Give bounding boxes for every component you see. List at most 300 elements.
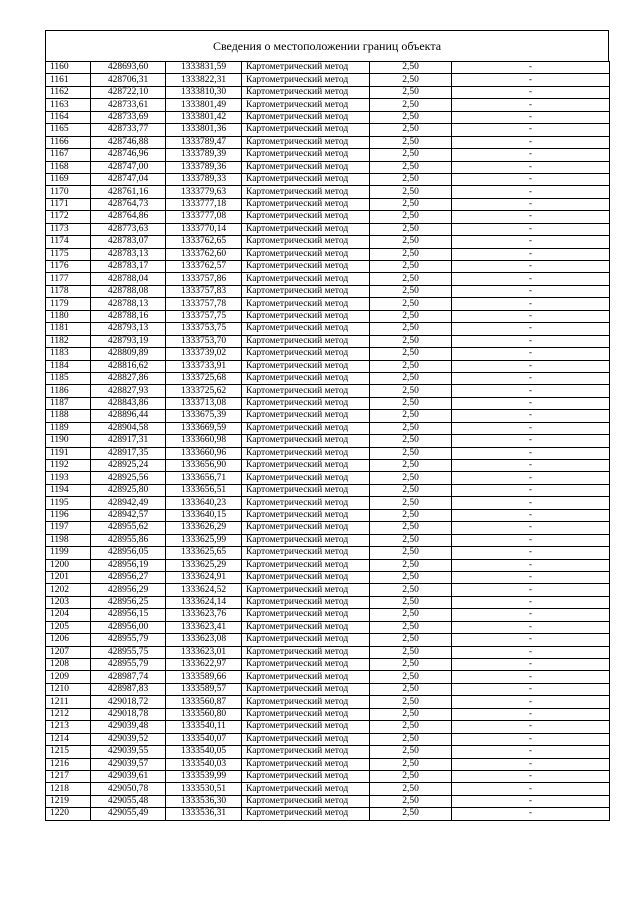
x-coordinate-cell: 428904,58 (91, 422, 166, 434)
table-row (46, 547, 610, 559)
method-cell: Картометрический метод (242, 136, 370, 148)
description-cell: - (452, 62, 610, 74)
method-cell: Картометрический метод (242, 124, 370, 136)
table-row (46, 758, 610, 770)
y-coordinate-cell: 1333801,36 (166, 124, 242, 136)
method-cell: Картометрический метод (242, 472, 370, 484)
x-coordinate-cell: 428733,69 (91, 111, 166, 123)
method-cell: Картометрический метод (242, 621, 370, 633)
description-cell: - (452, 447, 610, 459)
precision-cell: 2,50 (370, 571, 452, 583)
precision-cell: 2,50 (370, 422, 452, 434)
precision-cell: 2,50 (370, 285, 452, 297)
method-cell: Картометрический метод (242, 435, 370, 447)
table-row (46, 696, 610, 708)
point-number-cell: 1204 (46, 609, 91, 621)
description-cell: - (452, 261, 610, 273)
x-coordinate-cell: 428956,05 (91, 547, 166, 559)
precision-cell: 2,50 (370, 522, 452, 534)
x-coordinate-cell: 428987,74 (91, 671, 166, 683)
method-cell: Картометрический метод (242, 261, 370, 273)
y-coordinate-cell: 1333540,07 (166, 733, 242, 745)
table-row (46, 671, 610, 683)
method-cell: Картометрический метод (242, 634, 370, 646)
point-number-cell: 1162 (46, 86, 91, 98)
table-row (46, 372, 610, 384)
y-coordinate-cell: 1333801,49 (166, 99, 242, 111)
method-cell: Картометрический метод (242, 211, 370, 223)
point-number-cell: 1176 (46, 261, 91, 273)
precision-cell: 2,50 (370, 99, 452, 111)
description-cell: - (452, 310, 610, 322)
description-cell: - (452, 683, 610, 695)
point-number-cell: 1219 (46, 795, 91, 807)
description-cell: - (452, 696, 610, 708)
point-number-cell: 1190 (46, 435, 91, 447)
table-row (46, 111, 610, 123)
y-coordinate-cell: 1333777,08 (166, 211, 242, 223)
table-row (46, 783, 610, 795)
precision-cell: 2,50 (370, 410, 452, 422)
description-cell: - (452, 571, 610, 583)
precision-cell: 2,50 (370, 223, 452, 235)
point-number-cell: 1160 (46, 62, 91, 74)
precision-cell: 2,50 (370, 534, 452, 546)
y-coordinate-cell: 1333536,30 (166, 795, 242, 807)
x-coordinate-cell: 428925,80 (91, 484, 166, 496)
table-row (46, 646, 610, 658)
x-coordinate-cell: 428925,56 (91, 472, 166, 484)
description-cell: - (452, 360, 610, 372)
point-number-cell: 1171 (46, 198, 91, 210)
description-cell: - (452, 472, 610, 484)
point-number-cell: 1173 (46, 223, 91, 235)
description-cell: - (452, 161, 610, 173)
point-number-cell: 1163 (46, 99, 91, 111)
point-number-cell: 1216 (46, 758, 91, 770)
description-cell: - (452, 223, 610, 235)
x-coordinate-cell: 428747,00 (91, 161, 166, 173)
y-coordinate-cell: 1333789,39 (166, 149, 242, 161)
method-cell: Картометрический метод (242, 236, 370, 248)
point-number-cell: 1179 (46, 298, 91, 310)
x-coordinate-cell: 429018,72 (91, 696, 166, 708)
table-row (46, 348, 610, 360)
method-cell: Картометрический метод (242, 460, 370, 472)
x-coordinate-cell: 428733,61 (91, 99, 166, 111)
precision-cell: 2,50 (370, 273, 452, 285)
y-coordinate-cell: 1333530,51 (166, 783, 242, 795)
precision-cell: 2,50 (370, 111, 452, 123)
point-number-cell: 1210 (46, 683, 91, 695)
description-cell: - (452, 634, 610, 646)
precision-cell: 2,50 (370, 173, 452, 185)
point-number-cell: 1185 (46, 372, 91, 384)
table-row (46, 795, 610, 807)
point-number-cell: 1164 (46, 111, 91, 123)
point-number-cell: 1198 (46, 534, 91, 546)
method-cell: Картометрический метод (242, 808, 370, 820)
y-coordinate-cell: 1333536,31 (166, 808, 242, 820)
x-coordinate-cell: 428733,77 (91, 124, 166, 136)
method-cell: Картометрический метод (242, 248, 370, 260)
x-coordinate-cell: 428956,25 (91, 596, 166, 608)
point-number-cell: 1186 (46, 385, 91, 397)
y-coordinate-cell: 1333539,99 (166, 770, 242, 782)
table-row (46, 472, 610, 484)
y-coordinate-cell: 1333626,29 (166, 522, 242, 534)
x-coordinate-cell: 428706,31 (91, 74, 166, 86)
method-cell: Картометрический метод (242, 659, 370, 671)
method-cell: Картометрический метод (242, 534, 370, 546)
table-row (46, 609, 610, 621)
method-cell: Картометрический метод (242, 758, 370, 770)
table-row (46, 385, 610, 397)
y-coordinate-cell: 1333733,91 (166, 360, 242, 372)
table-row (46, 310, 610, 322)
method-cell: Картометрический метод (242, 522, 370, 534)
table-row (46, 509, 610, 521)
method-cell: Картометрический метод (242, 795, 370, 807)
precision-cell: 2,50 (370, 484, 452, 496)
table-row (46, 360, 610, 372)
method-cell: Картометрический метод (242, 223, 370, 235)
method-cell: Картометрический метод (242, 397, 370, 409)
method-cell: Картометрический метод (242, 671, 370, 683)
y-coordinate-cell: 1333656,51 (166, 484, 242, 496)
table-row (46, 99, 610, 111)
table-row (46, 261, 610, 273)
x-coordinate-cell: 428783,17 (91, 261, 166, 273)
x-coordinate-cell: 428925,24 (91, 460, 166, 472)
description-cell: - (452, 149, 610, 161)
table-row (46, 136, 610, 148)
point-number-cell: 1218 (46, 783, 91, 795)
x-coordinate-cell: 428917,31 (91, 435, 166, 447)
point-number-cell: 1217 (46, 770, 91, 782)
table-row (46, 422, 610, 434)
point-number-cell: 1182 (46, 335, 91, 347)
x-coordinate-cell: 429039,57 (91, 758, 166, 770)
precision-cell: 2,50 (370, 472, 452, 484)
y-coordinate-cell: 1333801,42 (166, 111, 242, 123)
y-coordinate-cell: 1333725,62 (166, 385, 242, 397)
method-cell: Картометрический метод (242, 285, 370, 297)
point-number-cell: 1181 (46, 323, 91, 335)
method-cell: Картометрический метод (242, 497, 370, 509)
x-coordinate-cell: 428917,35 (91, 447, 166, 459)
table-row (46, 248, 610, 260)
x-coordinate-cell: 428788,13 (91, 298, 166, 310)
method-cell: Картометрический метод (242, 323, 370, 335)
precision-cell: 2,50 (370, 261, 452, 273)
description-cell: - (452, 621, 610, 633)
y-coordinate-cell: 1333560,80 (166, 708, 242, 720)
method-cell: Картометрический метод (242, 708, 370, 720)
description-cell: - (452, 198, 610, 210)
x-coordinate-cell: 429039,48 (91, 721, 166, 733)
description-cell: - (452, 74, 610, 86)
description-cell: - (452, 422, 610, 434)
y-coordinate-cell: 1333669,59 (166, 422, 242, 434)
x-coordinate-cell: 428793,13 (91, 323, 166, 335)
description-cell: - (452, 211, 610, 223)
method-cell: Картометрический метод (242, 410, 370, 422)
table-row (46, 198, 610, 210)
method-cell: Картометрический метод (242, 683, 370, 695)
method-cell: Картометрический метод (242, 721, 370, 733)
description-cell: - (452, 733, 610, 745)
y-coordinate-cell: 1333625,29 (166, 559, 242, 571)
point-number-cell: 1167 (46, 149, 91, 161)
point-number-cell: 1195 (46, 497, 91, 509)
y-coordinate-cell: 1333589,66 (166, 671, 242, 683)
y-coordinate-cell: 1333540,11 (166, 721, 242, 733)
method-cell: Картометрический метод (242, 559, 370, 571)
table-row (46, 273, 610, 285)
precision-cell: 2,50 (370, 62, 452, 74)
precision-cell: 2,50 (370, 310, 452, 322)
point-number-cell: 1209 (46, 671, 91, 683)
y-coordinate-cell: 1333640,23 (166, 497, 242, 509)
y-coordinate-cell: 1333624,52 (166, 584, 242, 596)
method-cell: Картометрический метод (242, 173, 370, 185)
method-cell: Картометрический метод (242, 161, 370, 173)
description-cell: - (452, 124, 610, 136)
table-row (46, 173, 610, 185)
x-coordinate-cell: 428783,13 (91, 248, 166, 260)
table-row (46, 124, 610, 136)
y-coordinate-cell: 1333675,39 (166, 410, 242, 422)
x-coordinate-cell: 428955,75 (91, 646, 166, 658)
table-row (46, 435, 610, 447)
point-number-cell: 1213 (46, 721, 91, 733)
point-number-cell: 1208 (46, 659, 91, 671)
x-coordinate-cell: 429039,52 (91, 733, 166, 745)
table-row (46, 770, 610, 782)
method-cell: Картометрический метод (242, 310, 370, 322)
y-coordinate-cell: 1333560,87 (166, 696, 242, 708)
precision-cell: 2,50 (370, 211, 452, 223)
table-row (46, 323, 610, 335)
description-cell: - (452, 509, 610, 521)
method-cell: Картометрический метод (242, 646, 370, 658)
table-row (46, 596, 610, 608)
y-coordinate-cell: 1333762,65 (166, 236, 242, 248)
precision-cell: 2,50 (370, 696, 452, 708)
precision-cell: 2,50 (370, 497, 452, 509)
x-coordinate-cell: 428747,04 (91, 173, 166, 185)
method-cell: Картометрический метод (242, 696, 370, 708)
precision-cell: 2,50 (370, 86, 452, 98)
y-coordinate-cell: 1333789,36 (166, 161, 242, 173)
precision-cell: 2,50 (370, 795, 452, 807)
table-row (46, 447, 610, 459)
description-cell: - (452, 385, 610, 397)
method-cell: Картометрический метод (242, 198, 370, 210)
table-row (46, 74, 610, 86)
description-cell: - (452, 671, 610, 683)
y-coordinate-cell: 1333656,90 (166, 460, 242, 472)
y-coordinate-cell: 1333713,08 (166, 397, 242, 409)
point-number-cell: 1200 (46, 559, 91, 571)
method-cell: Картометрический метод (242, 360, 370, 372)
x-coordinate-cell: 428722,10 (91, 86, 166, 98)
method-cell: Картометрический метод (242, 733, 370, 745)
precision-cell: 2,50 (370, 348, 452, 360)
method-cell: Картометрический метод (242, 584, 370, 596)
method-cell: Картометрический метод (242, 62, 370, 74)
description-cell: - (452, 522, 610, 534)
y-coordinate-cell: 1333623,41 (166, 621, 242, 633)
description-cell: - (452, 808, 610, 820)
y-coordinate-cell: 1333753,75 (166, 323, 242, 335)
precision-cell: 2,50 (370, 136, 452, 148)
table-row (46, 149, 610, 161)
description-cell: - (452, 721, 610, 733)
precision-cell: 2,50 (370, 149, 452, 161)
description-cell: - (452, 323, 610, 335)
y-coordinate-cell: 1333779,63 (166, 186, 242, 198)
x-coordinate-cell: 428788,04 (91, 273, 166, 285)
method-cell: Картометрический метод (242, 298, 370, 310)
x-coordinate-cell: 428809,89 (91, 348, 166, 360)
x-coordinate-cell: 428955,79 (91, 659, 166, 671)
precision-cell: 2,50 (370, 447, 452, 459)
table-row (46, 497, 610, 509)
description-cell: - (452, 758, 610, 770)
table-row (46, 721, 610, 733)
x-coordinate-cell: 428793,19 (91, 335, 166, 347)
precision-cell: 2,50 (370, 758, 452, 770)
point-number-cell: 1220 (46, 808, 91, 820)
method-cell: Картометрический метод (242, 447, 370, 459)
page-title: Сведения о местоположении границ объекта (45, 30, 609, 61)
x-coordinate-cell: 428987,83 (91, 683, 166, 695)
precision-cell: 2,50 (370, 236, 452, 248)
y-coordinate-cell: 1333625,65 (166, 547, 242, 559)
y-coordinate-cell: 1333540,05 (166, 746, 242, 758)
precision-cell: 2,50 (370, 397, 452, 409)
description-cell: - (452, 795, 610, 807)
table-row (46, 86, 610, 98)
precision-cell: 2,50 (370, 186, 452, 198)
y-coordinate-cell: 1333624,91 (166, 571, 242, 583)
y-coordinate-cell: 1333656,71 (166, 472, 242, 484)
precision-cell: 2,50 (370, 335, 452, 347)
description-cell: - (452, 348, 610, 360)
table-row (46, 62, 610, 74)
y-coordinate-cell: 1333622,97 (166, 659, 242, 671)
method-cell: Картометрический метод (242, 74, 370, 86)
table-row (46, 621, 610, 633)
precision-cell: 2,50 (370, 584, 452, 596)
precision-cell: 2,50 (370, 621, 452, 633)
precision-cell: 2,50 (370, 509, 452, 521)
table-row (46, 634, 610, 646)
x-coordinate-cell: 428955,62 (91, 522, 166, 534)
table-row (46, 559, 610, 571)
precision-cell: 2,50 (370, 372, 452, 384)
table-row (46, 186, 610, 198)
table-row (46, 522, 610, 534)
point-number-cell: 1201 (46, 571, 91, 583)
y-coordinate-cell: 1333770,14 (166, 223, 242, 235)
table-row (46, 161, 610, 173)
y-coordinate-cell: 1333757,78 (166, 298, 242, 310)
table-row (46, 708, 610, 720)
point-number-cell: 1203 (46, 596, 91, 608)
point-number-cell: 1180 (46, 310, 91, 322)
precision-cell: 2,50 (370, 161, 452, 173)
table-row (46, 211, 610, 223)
description-cell: - (452, 285, 610, 297)
method-cell: Картометрический метод (242, 86, 370, 98)
y-coordinate-cell: 1333757,75 (166, 310, 242, 322)
x-coordinate-cell: 428843,86 (91, 397, 166, 409)
x-coordinate-cell: 429018,78 (91, 708, 166, 720)
x-coordinate-cell: 428942,57 (91, 509, 166, 521)
x-coordinate-cell: 428773,63 (91, 223, 166, 235)
precision-cell: 2,50 (370, 671, 452, 683)
point-number-cell: 1169 (46, 173, 91, 185)
method-cell: Картометрический метод (242, 547, 370, 559)
y-coordinate-cell: 1333757,86 (166, 273, 242, 285)
precision-cell: 2,50 (370, 808, 452, 820)
method-cell: Картометрический метод (242, 111, 370, 123)
x-coordinate-cell: 428956,00 (91, 621, 166, 633)
point-number-cell: 1161 (46, 74, 91, 86)
table-row (46, 534, 610, 546)
description-cell: - (452, 497, 610, 509)
table-body (46, 62, 610, 821)
table-row (46, 584, 610, 596)
point-number-cell: 1177 (46, 273, 91, 285)
method-cell: Картометрический метод (242, 746, 370, 758)
x-coordinate-cell: 428761,16 (91, 186, 166, 198)
point-number-cell: 1183 (46, 348, 91, 360)
precision-cell: 2,50 (370, 770, 452, 782)
document-page (45, 30, 609, 821)
description-cell: - (452, 236, 610, 248)
precision-cell: 2,50 (370, 559, 452, 571)
y-coordinate-cell: 1333739,02 (166, 348, 242, 360)
x-coordinate-cell: 429039,61 (91, 770, 166, 782)
description-cell: - (452, 186, 610, 198)
precision-cell: 2,50 (370, 783, 452, 795)
point-number-cell: 1214 (46, 733, 91, 745)
table-row (46, 236, 610, 248)
method-cell: Картометрический метод (242, 422, 370, 434)
description-cell: - (452, 596, 610, 608)
x-coordinate-cell: 428788,08 (91, 285, 166, 297)
point-number-cell: 1206 (46, 634, 91, 646)
x-coordinate-cell: 428788,16 (91, 310, 166, 322)
x-coordinate-cell: 428956,27 (91, 571, 166, 583)
precision-cell: 2,50 (370, 683, 452, 695)
description-cell: - (452, 484, 610, 496)
y-coordinate-cell: 1333623,08 (166, 634, 242, 646)
x-coordinate-cell: 428783,07 (91, 236, 166, 248)
precision-cell: 2,50 (370, 74, 452, 86)
method-cell: Картометрический метод (242, 273, 370, 285)
description-cell: - (452, 111, 610, 123)
point-number-cell: 1199 (46, 547, 91, 559)
x-coordinate-cell: 428942,49 (91, 497, 166, 509)
description-cell: - (452, 298, 610, 310)
table-row (46, 460, 610, 472)
point-number-cell: 1196 (46, 509, 91, 521)
